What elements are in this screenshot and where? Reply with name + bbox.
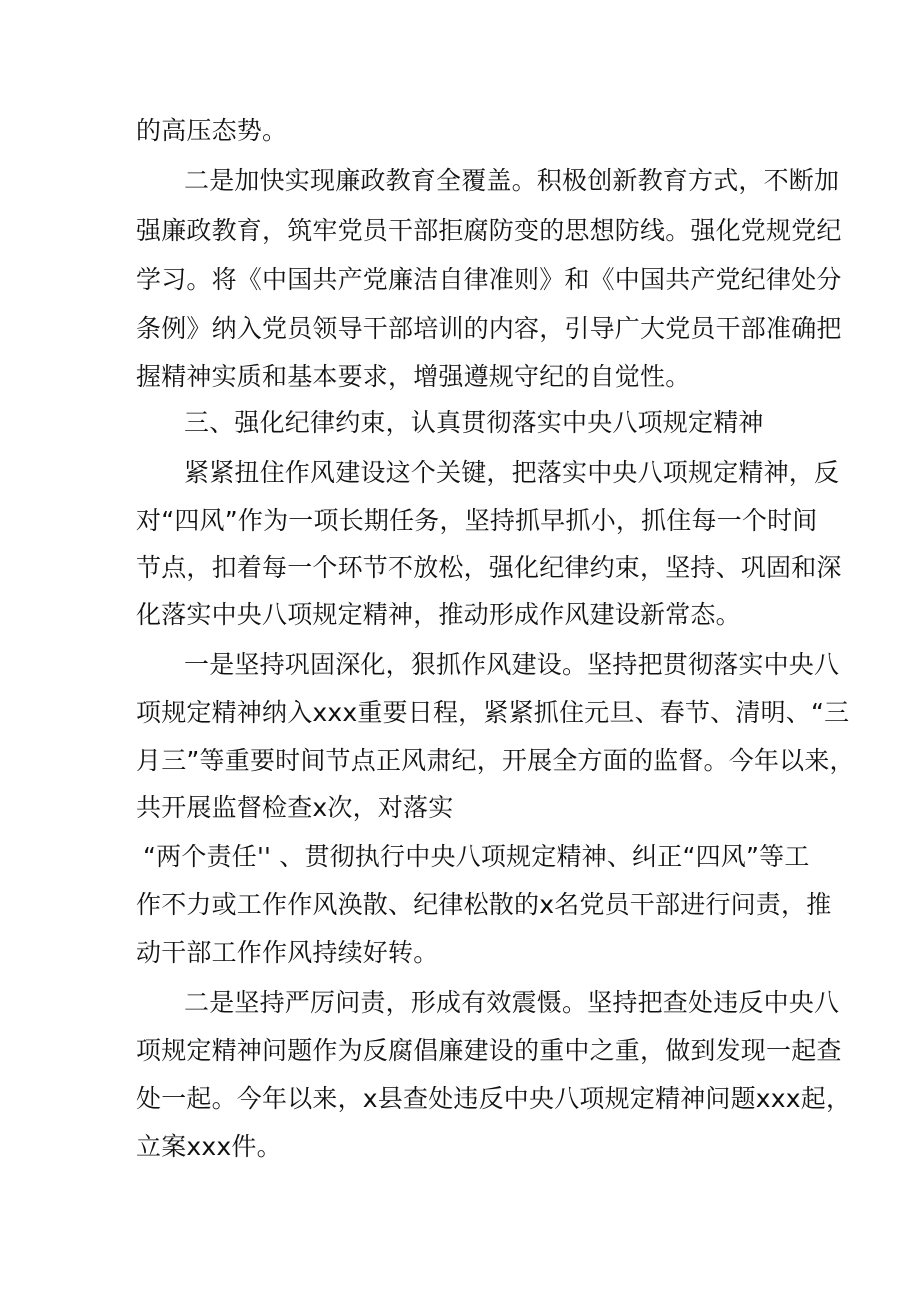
text-line: 项规定精神纳入xxx重要日程，紧紧抓住元旦、春节、清明、“三 [136,698,850,727]
paragraph-first-line: 二是坚持严厉问责，形成有效震慑。坚持把查处违反中央八 [184,988,840,1017]
text-line: 节点，扣着每一个环节不放松，强化纪律约束，坚持、巩固和深 [136,553,842,582]
text-line: 作不力或工作作风涣散、纪律松散的x名党员干部进行问责，推 [136,890,832,919]
text-line: 化落实中央八项规定精神，推动形成作风建设新常态。 [136,600,741,629]
text-line: 强廉政教育，筑牢党员干部拒腐防变的思想防线。强化党规党纪 [136,216,842,245]
paragraph-first-line: 紧紧扭住作风建设这个关键，把落实中央八项规定精神，反 [184,458,840,487]
text-line: 学习。将《中国共产党廉洁自律准则》和《中国共产党纪律处分 [136,265,842,294]
text-line: 条例》纳入党员领导干部培训的内容，引导广大党员干部准确把 [136,314,842,343]
text-line: 共开展监督检查x次，对落实 [136,793,454,822]
paragraph-first-line: 一是坚持巩固深化，狠抓作风建设。坚持把贯彻落实中央八 [184,650,840,679]
text-line: 的高压态势。 [136,116,288,145]
text-line: “两个责任'' 、贯彻执行中央八项规定精神、纠正“四风”等工 [143,842,810,871]
text-line: 项规定精神问题作为反腐倡廉建设的重中之重，做到发现一起查 [136,1036,842,1065]
paragraph-first-line: 二是加快实现廉政教育全覆盖。积极创新教育方式，不断加 [184,166,840,195]
section-heading: 三、强化纪律约束，认真贯彻落实中央八项规定精神 [184,408,764,437]
text-line: 对“四风”作为一项长期任务，坚持抓早抓小，抓住每一个时间 [136,506,818,535]
text-line: 月三”等重要时间节点正风肃纪，开展全方面的监督。今年以来， [136,746,855,775]
text-line: 握精神实质和基本要求，增强遵规守纪的自觉性。 [136,362,691,391]
text-line: 立案xxx件。 [136,1132,282,1161]
text-line: 处一起。今年以来，x县查处违反中央八项规定精神问题xxx起， [136,1084,852,1113]
text-line: 动干部工作作风持续好转。 [136,938,439,967]
